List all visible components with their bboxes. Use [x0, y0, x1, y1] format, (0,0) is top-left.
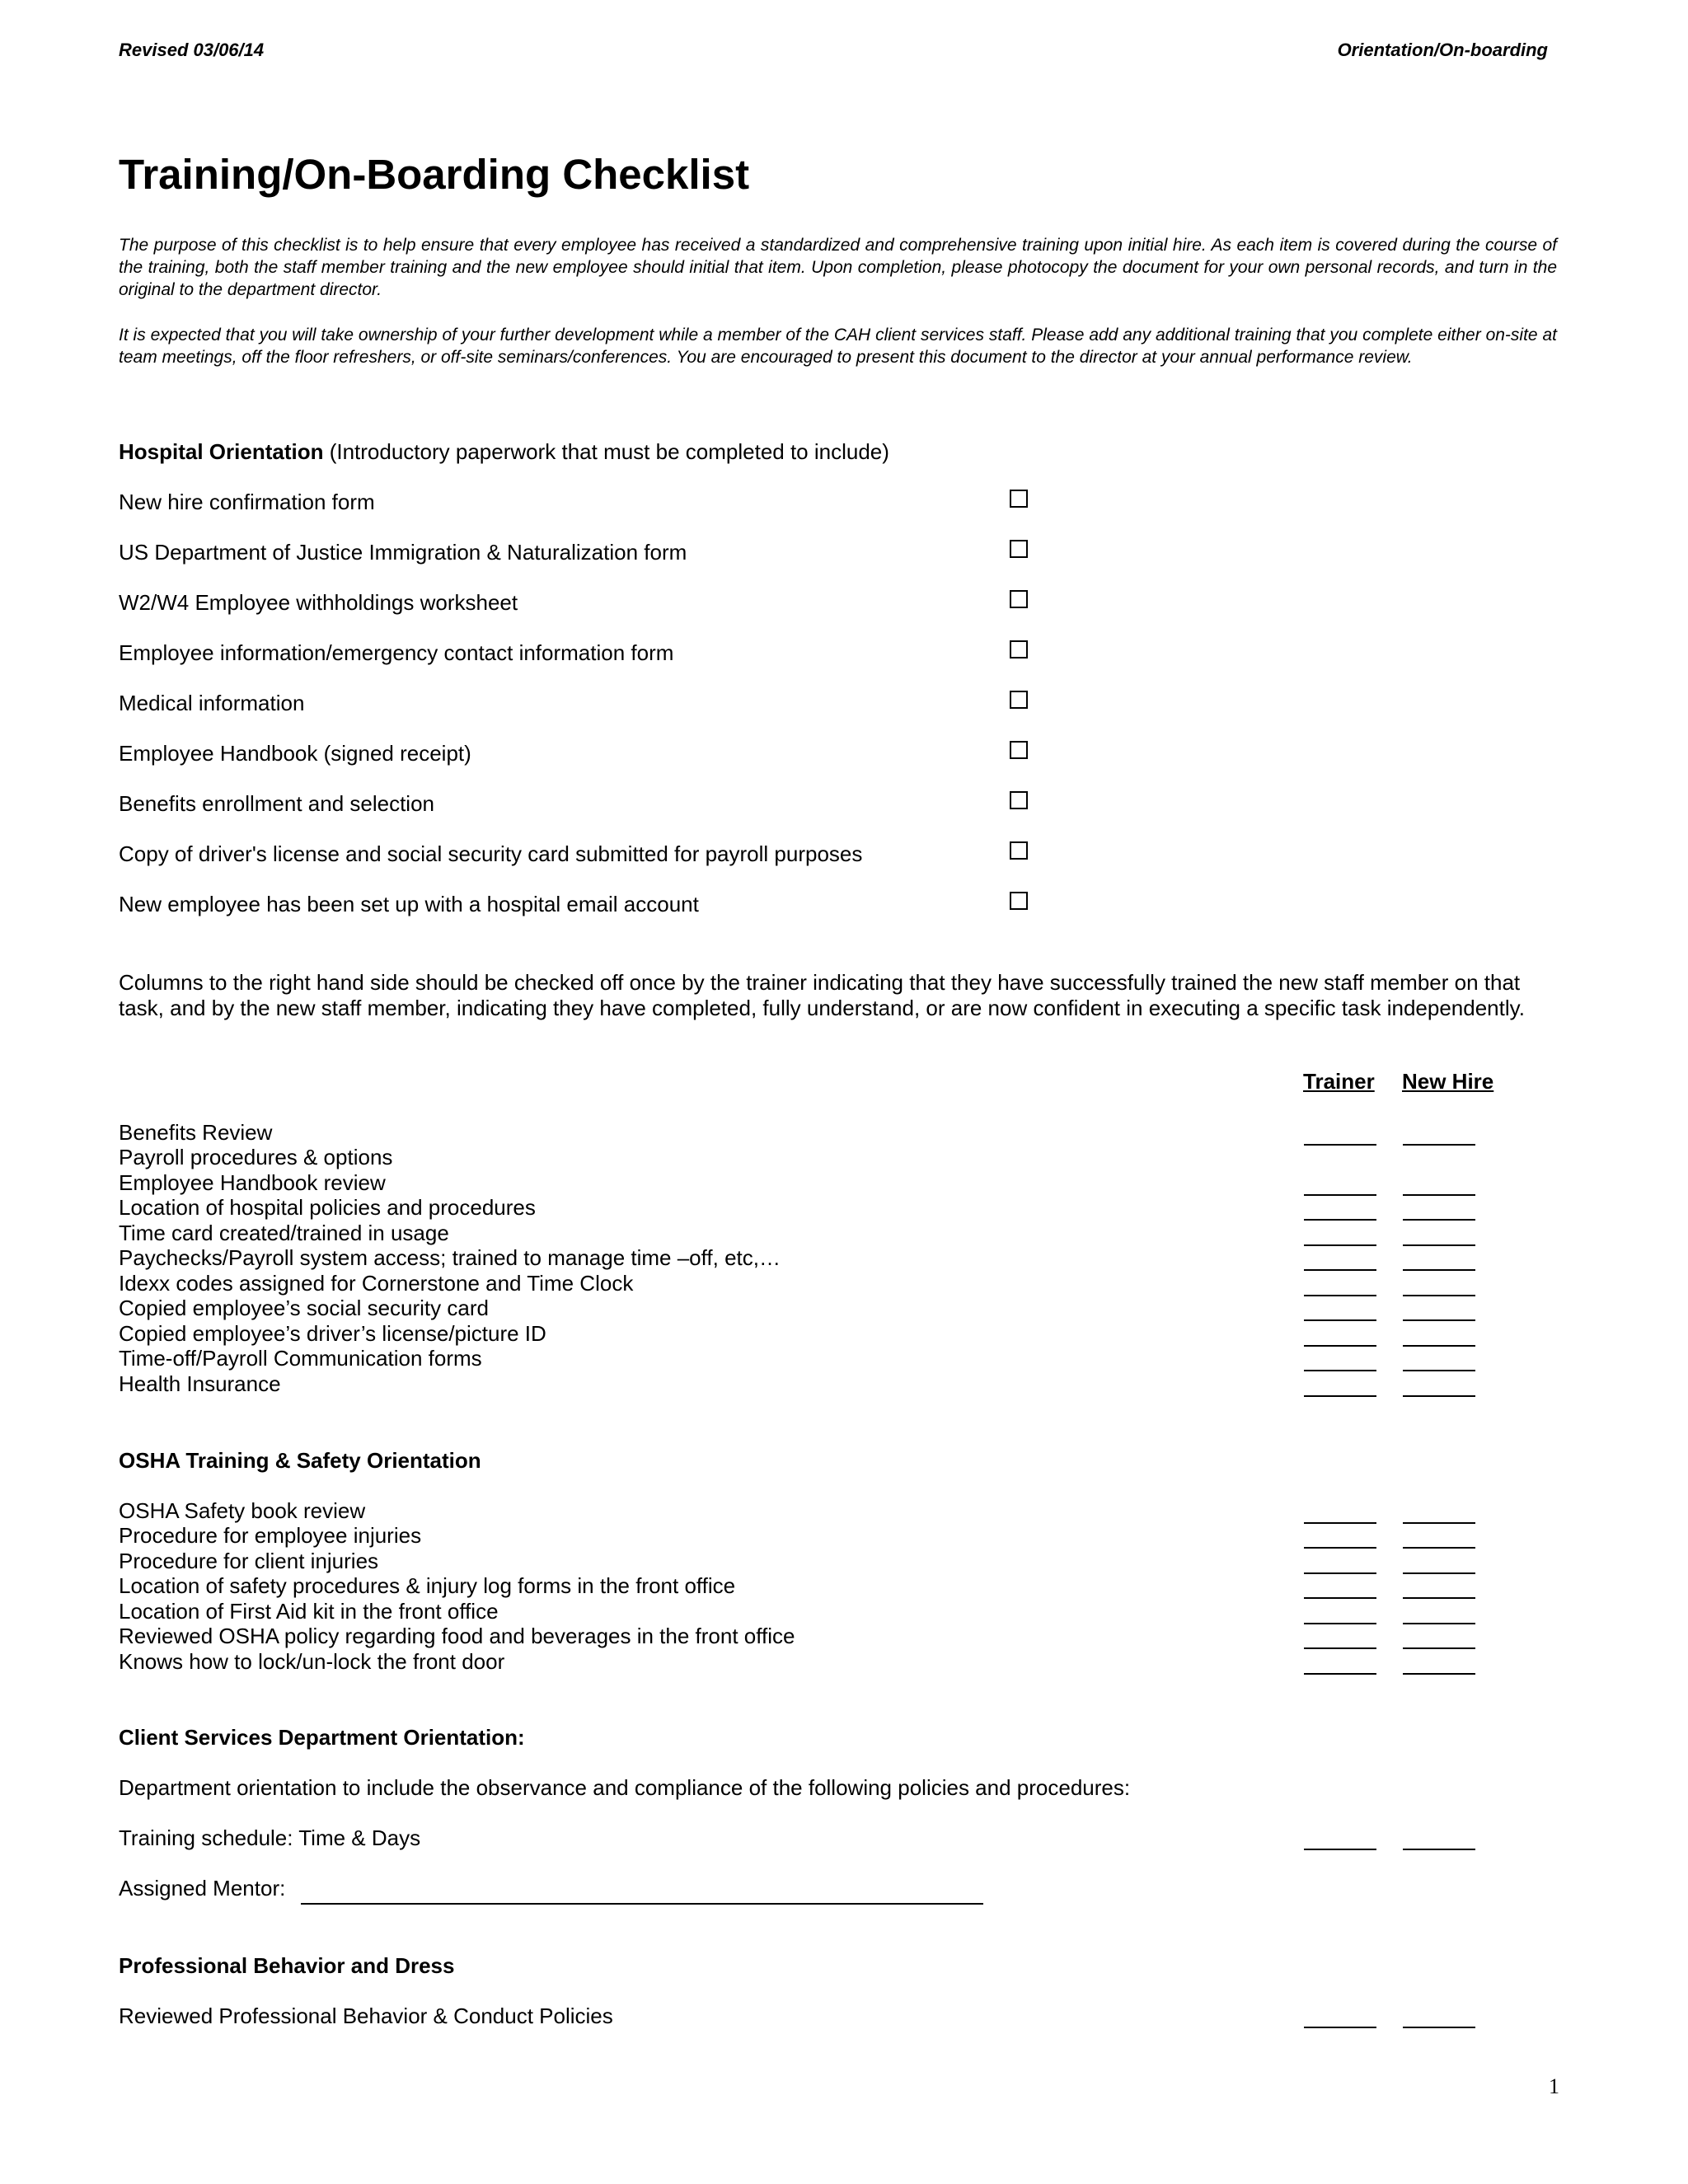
new-hire-initial-line[interactable]	[1403, 2027, 1475, 2028]
hospital-item: New hire confirmation form	[119, 490, 375, 514]
trainer-initial-line[interactable]	[1304, 2027, 1376, 2028]
hospital-heading-bold: Hospital Orientation	[119, 439, 324, 464]
hospital-item: Employee information/emergency contact information form	[119, 640, 674, 665]
benefits-item: Payroll procedures & options	[119, 1145, 393, 1169]
new-hire-initial-line[interactable]	[1403, 1673, 1475, 1675]
new-hire-initial-line[interactable]	[1403, 1849, 1475, 1850]
assigned-mentor-field[interactable]	[301, 1903, 983, 1905]
revised-date: Revised 03/06/14	[119, 40, 265, 60]
columns-instructions: Columns to the right hand side should be checked off once by the trainer indicating that they have successfully trained the new staff member on that task, and by the new staff member, indicating they have completed, fully understand, or are now confident in executing a specific task independently.	[119, 970, 1525, 1020]
section-label: Orientation/On-boarding	[1337, 40, 1548, 60]
new-hire-initial-line[interactable]	[1403, 1572, 1475, 1574]
training-schedule-label: Training schedule: Time & Days	[119, 1825, 421, 1850]
osha-item: OSHA Safety book review	[119, 1498, 366, 1523]
benefits-item: Employee Handbook review	[119, 1170, 386, 1195]
hospital-heading-rest: (Introductory paperwork that must be completed to include)	[323, 439, 889, 464]
new-hire-initial-line[interactable]	[1403, 1345, 1475, 1347]
new-hire-initial-line[interactable]	[1403, 1623, 1475, 1624]
client-services-intro: Department orientation to include the observance and compliance of the following policies and procedures:	[119, 1775, 1131, 1800]
intro-paragraph-1: The purpose of this checklist is to help ensure that every employee has received a standardized and comprehensive training upon initial hire. As each item is covered during the course of the training, both the staff member training and the new employee should initial that item. Upon completion, please photocopy the document for your own personal records, and turn in the original to the department director.	[119, 236, 1557, 299]
trainer-initial-line[interactable]	[1304, 1597, 1376, 1599]
hospital-item: W2/W4 Employee withholdings worksheet	[119, 590, 518, 615]
hospital-item-checkbox[interactable]	[1010, 741, 1028, 759]
benefits-item: Copied employee’s driver’s license/picture ID	[119, 1321, 546, 1346]
trainer-initial-line[interactable]	[1304, 1244, 1376, 1246]
hospital-item: Employee Handbook (signed receipt)	[119, 741, 471, 766]
trainer-column-header: Trainer	[1303, 1069, 1375, 1094]
hospital-item-checkbox[interactable]	[1010, 691, 1028, 709]
trainer-initial-line[interactable]	[1304, 1269, 1376, 1271]
trainer-initial-line[interactable]	[1304, 1219, 1376, 1221]
trainer-initial-line[interactable]	[1304, 1547, 1376, 1549]
benefits-item: Time card created/trained in usage	[119, 1221, 449, 1245]
hospital-item-checkbox[interactable]	[1010, 640, 1028, 658]
page-number: 1	[1549, 2074, 1559, 2098]
trainer-initial-line[interactable]	[1304, 1673, 1376, 1675]
hospital-item-checkbox[interactable]	[1010, 540, 1028, 558]
hospital-item: Benefits enrollment and selection	[119, 791, 435, 816]
benefits-item: Location of hospital policies and procedures	[119, 1195, 536, 1220]
benefits-item: Copied employee’s social security card	[119, 1296, 489, 1320]
professional-behavior-item: Reviewed Professional Behavior & Conduct Policies	[119, 2004, 613, 2028]
new-hire-initial-line[interactable]	[1403, 1295, 1475, 1296]
benefits-item: Benefits Review	[119, 1120, 273, 1145]
benefits-item: Idexx codes assigned for Cornerstone and Time Clock	[119, 1271, 634, 1296]
new-hire-initial-line[interactable]	[1403, 1647, 1475, 1649]
hospital-item-checkbox[interactable]	[1010, 791, 1028, 809]
benefits-item: Time-off/Payroll Communication forms	[119, 1346, 482, 1371]
osha-item: Location of safety procedures & injury log forms in the front office	[119, 1573, 736, 1598]
benefits-item: Paychecks/Payroll system access; trained to manage time –off, etc,…	[119, 1245, 781, 1270]
hospital-item: Copy of driver's license and social security card submitted for payroll purposes	[119, 841, 863, 866]
trainer-initial-line[interactable]	[1304, 1370, 1376, 1371]
new-hire-initial-line[interactable]	[1403, 1194, 1475, 1196]
trainer-initial-line[interactable]	[1304, 1623, 1376, 1624]
new-hire-initial-line[interactable]	[1403, 1244, 1475, 1246]
new-hire-initial-line[interactable]	[1403, 1144, 1475, 1146]
trainer-initial-line[interactable]	[1304, 1345, 1376, 1347]
new-hire-initial-line[interactable]	[1403, 1269, 1475, 1271]
intro-paragraph-2: It is expected that you will take ownership of your further development while a member of the CAH client services staff. Please add any additional training that you complete either on-site at team meetings, off the floor refreshers, or off-site seminars/conferences. You are encouraged to present this document to the director at your annual performance review.	[119, 326, 1557, 367]
osha-item: Knows how to lock/un-lock the front door	[119, 1649, 505, 1674]
trainer-initial-line[interactable]	[1304, 1319, 1376, 1321]
hospital-item-checkbox[interactable]	[1010, 590, 1028, 608]
new-hire-initial-line[interactable]	[1403, 1522, 1475, 1524]
new-hire-initial-line[interactable]	[1403, 1395, 1475, 1397]
hospital-item: US Department of Justice Immigration & Naturalization form	[119, 540, 687, 565]
hospital-item: Medical information	[119, 691, 305, 715]
page-title: Training/On-Boarding Checklist	[119, 151, 750, 198]
osha-heading: OSHA Training & Safety Orientation	[119, 1448, 481, 1473]
client-services-heading: Client Services Department Orientation:	[119, 1725, 525, 1750]
benefits-item: Health Insurance	[119, 1371, 281, 1396]
trainer-initial-line[interactable]	[1304, 1144, 1376, 1146]
hospital-orientation-heading	[119, 439, 889, 465]
trainer-initial-line[interactable]	[1304, 1849, 1376, 1850]
new-hire-initial-line[interactable]	[1403, 1319, 1475, 1321]
hospital-item-checkbox[interactable]	[1010, 892, 1028, 910]
professional-behavior-heading: Professional Behavior and Dress	[119, 1953, 455, 1978]
assigned-mentor-label: Assigned Mentor:	[119, 1876, 286, 1900]
new-hire-column-header: New Hire	[1402, 1069, 1494, 1094]
trainer-initial-line[interactable]	[1304, 1395, 1376, 1397]
trainer-initial-line[interactable]	[1304, 1572, 1376, 1574]
trainer-initial-line[interactable]	[1304, 1295, 1376, 1296]
osha-item: Procedure for employee injuries	[119, 1523, 422, 1548]
new-hire-initial-line[interactable]	[1403, 1219, 1475, 1221]
hospital-item: New employee has been set up with a hospital email account	[119, 892, 699, 916]
new-hire-initial-line[interactable]	[1403, 1370, 1475, 1371]
osha-item: Procedure for client injuries	[119, 1549, 379, 1573]
new-hire-initial-line[interactable]	[1403, 1597, 1475, 1599]
hospital-item-checkbox[interactable]	[1010, 490, 1028, 508]
trainer-initial-line[interactable]	[1304, 1647, 1376, 1649]
osha-item: Reviewed OSHA policy regarding food and beverages in the front office	[119, 1624, 795, 1648]
osha-item: Location of First Aid kit in the front office	[119, 1599, 499, 1624]
hospital-item-checkbox[interactable]	[1010, 841, 1028, 860]
trainer-initial-line[interactable]	[1304, 1522, 1376, 1524]
new-hire-initial-line[interactable]	[1403, 1547, 1475, 1549]
trainer-initial-line[interactable]	[1304, 1194, 1376, 1196]
